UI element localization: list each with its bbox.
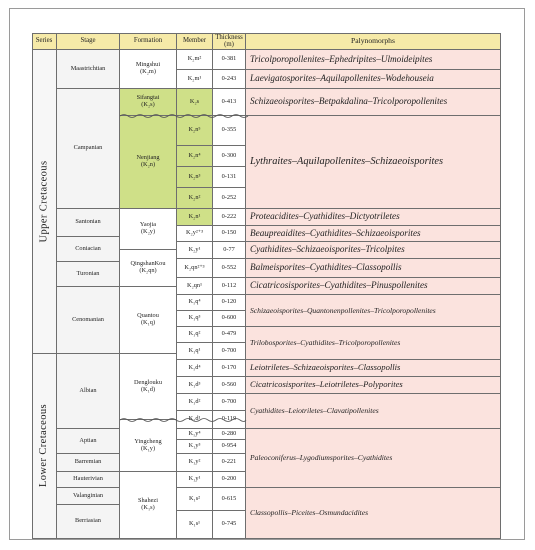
thickness-cell: 0-355 bbox=[213, 116, 246, 146]
formation-mingshui bbox=[120, 50, 177, 89]
series-upper-cretaceous bbox=[32, 50, 57, 354]
thickness-cell: 0-243 bbox=[213, 70, 246, 89]
series-lower-cretaceous bbox=[32, 354, 57, 539]
header-series: Series bbox=[32, 33, 57, 50]
palynomorph-zone: Cyathidites–Leiotriletes–Clavatipollenites bbox=[246, 394, 501, 429]
member-cell: K₂qn²⁺³ bbox=[177, 259, 213, 278]
member-cell: K₁q⁴ bbox=[177, 295, 213, 311]
member-cell: K₂n⁵ bbox=[177, 116, 213, 146]
member-cell: K₁q² bbox=[177, 327, 213, 343]
formation-name: Yaojia bbox=[139, 221, 157, 229]
thickness-cell: 0-552 bbox=[213, 259, 246, 278]
stage-cell: Maastrichtian bbox=[57, 50, 120, 89]
palynomorph-zone: Lythraites–Aquilapollenites–Schizaeoisporites bbox=[246, 116, 501, 209]
thickness-cell: 0-413 bbox=[213, 89, 246, 116]
member-cell: K₁d¹ bbox=[177, 411, 213, 429]
formation-code: (K₁q) bbox=[140, 319, 156, 326]
member-cell: K₂y²⁺³ bbox=[177, 226, 213, 242]
thickness-cell: 0-381 bbox=[213, 50, 246, 70]
thickness-cell: 0-615 bbox=[213, 488, 246, 511]
stage-cell: Cenomanian bbox=[57, 287, 120, 354]
thickness-cell: 0-280 bbox=[213, 429, 246, 440]
palynomorph-zone: Tricolporopollenites–Ephedripites–Ulmoideipites bbox=[246, 50, 501, 70]
series-upper-label: Upper Cretaceous bbox=[38, 160, 50, 243]
stratigraphic-table bbox=[32, 33, 501, 539]
thickness-cell: 0-112 bbox=[213, 278, 246, 295]
palynomorph-zone: Balmeisporites–Cyathidites–Classopollis bbox=[246, 259, 501, 278]
member-cell: K₁s¹ bbox=[177, 511, 213, 539]
formation-name: Quantou bbox=[137, 312, 159, 320]
formation-name: QingshanKou bbox=[130, 260, 166, 268]
stage-cell: Aptian bbox=[57, 429, 120, 454]
member-cell: K₁s² bbox=[177, 488, 213, 511]
stage-cell: Turonian bbox=[57, 262, 120, 287]
member-cell: K₂n³ bbox=[177, 167, 213, 188]
thickness-cell: 0-120 bbox=[213, 295, 246, 311]
thickness-cell: 0-954 bbox=[213, 440, 246, 454]
member-cell: K₁q³ bbox=[177, 311, 213, 327]
formation-nenjiang bbox=[120, 116, 177, 209]
thickness-cell: 0-560 bbox=[213, 377, 246, 394]
palynomorph-zone: Cyathidites–Schizaeoisporites–Tricolpites bbox=[246, 242, 501, 259]
header-stage: Stage bbox=[57, 33, 120, 50]
stage-cell: Hauterivian bbox=[57, 472, 120, 488]
member-cell: K₁y³ bbox=[177, 440, 213, 454]
header-formation: Formation bbox=[120, 33, 177, 50]
thickness-cell: 0-131 bbox=[213, 167, 246, 188]
header-palynomorphs: Palynomorphs bbox=[246, 33, 501, 50]
formation-code: (K₁d) bbox=[140, 385, 156, 393]
palynomorph-zone: Proteacidites–Cyathidites–Dictyotriletes bbox=[246, 209, 501, 226]
formation-name: Shahezi bbox=[138, 497, 158, 505]
stage-cell: Albian bbox=[57, 354, 120, 429]
member-cell: K₂s bbox=[177, 89, 213, 116]
member-cell: K₂qn¹ bbox=[177, 278, 213, 295]
stage-cell: Coniacian bbox=[57, 237, 120, 262]
formation-shahezi bbox=[120, 472, 177, 539]
stage-cell: Campanian bbox=[57, 89, 120, 209]
member-cell: K₁d³ bbox=[177, 377, 213, 394]
member-cell: K₂n¹ bbox=[177, 209, 213, 226]
formation-sifangtai bbox=[120, 89, 177, 116]
thickness-cell: 0-200 bbox=[213, 472, 246, 488]
thickness-cell: 0-700 bbox=[213, 343, 246, 360]
member-cell: K₁q¹ bbox=[177, 343, 213, 360]
formation-denglouku bbox=[120, 354, 177, 420]
formation-name: Nenjiang bbox=[136, 154, 160, 162]
formation-yaojia bbox=[120, 209, 177, 250]
stage-cell: Barremian bbox=[57, 454, 120, 472]
thickness-cell: 0-222 bbox=[213, 209, 246, 226]
member-cell: K₂m² bbox=[177, 50, 213, 70]
formation-qingshankou bbox=[120, 250, 177, 287]
palynomorph-zone: Leiotriletes–Schizaeoisporites–Classopollis bbox=[246, 360, 501, 377]
palynomorph-zone: Laevigatosporites–Aquilapollenites–Wodehouseia bbox=[246, 70, 501, 89]
thickness-cell: 0-150 bbox=[213, 226, 246, 242]
member-cell: K₂n⁴ bbox=[177, 146, 213, 167]
member-cell: K₂y¹ bbox=[177, 242, 213, 259]
header-thickness: Thickness (m) bbox=[213, 33, 246, 50]
thickness-cell: 0-170 bbox=[213, 360, 246, 377]
thickness-cell: 0-252 bbox=[213, 188, 246, 209]
member-cell: K₂m¹ bbox=[177, 70, 213, 89]
formation-code: (K₂y) bbox=[140, 228, 156, 235]
unconformity-line bbox=[120, 113, 501, 119]
formation-code: (K₂n) bbox=[140, 161, 156, 168]
stage-cell: Valanginian bbox=[57, 488, 120, 505]
formation-code: (K₁y) bbox=[140, 444, 156, 452]
formation-quantou bbox=[120, 287, 177, 354]
palynomorph-zone: Schizaeoisporites–Quantonenpollenites–Tricolporopollenites bbox=[246, 295, 501, 327]
formation-name: Sifangtai bbox=[136, 94, 160, 102]
palynomorph-zone: Trilobosporites–Cyathidites–Tricolporopollenites bbox=[246, 327, 501, 360]
stage-cell: Santonian bbox=[57, 209, 120, 237]
formation-name: Yingcheng bbox=[134, 437, 162, 445]
series-lower-label: Lower Cretaceous bbox=[38, 404, 50, 488]
palynomorph-zone: Cicatricosisporites–Cyathidites–Pinuspollenites bbox=[246, 278, 501, 295]
formation-name: Mingshui bbox=[135, 61, 161, 69]
member-cell: K₁y⁴ bbox=[177, 429, 213, 440]
thickness-cell: 0-119 bbox=[213, 411, 246, 429]
member-cell: K₂n² bbox=[177, 188, 213, 209]
formation-code: (K₂qn) bbox=[139, 267, 157, 274]
member-cell: K₁y¹ bbox=[177, 472, 213, 488]
palynomorph-zone: Paleoconiferus–Lygodiumsporites–Cyathidites bbox=[246, 429, 501, 488]
palynomorph-zone: Beaupreaidites–Cyathidites–Schizaeoisporites bbox=[246, 226, 501, 242]
thickness-cell: 0-300 bbox=[213, 146, 246, 167]
member-cell: K₁d² bbox=[177, 394, 213, 411]
formation-yingcheng bbox=[120, 420, 177, 472]
unconformity-line bbox=[120, 417, 246, 423]
thickness-cell: 0-700 bbox=[213, 394, 246, 411]
formation-code: (K₁s) bbox=[141, 504, 155, 511]
header-member: Member bbox=[177, 33, 213, 50]
palynomorph-zone: Cicatricosisporites–Leiotriletes–Polyporites bbox=[246, 377, 501, 394]
member-cell: K₁y² bbox=[177, 454, 213, 472]
palynomorph-zone: Schizaeoisporites–Betpakdalina–Tricolporopollenites bbox=[246, 89, 501, 116]
thickness-cell: 0-479 bbox=[213, 327, 246, 343]
stage-cell: Berriasian bbox=[57, 505, 120, 539]
thickness-cell: 0-221 bbox=[213, 454, 246, 472]
thickness-cell: 0-600 bbox=[213, 311, 246, 327]
formation-code: (K₂s) bbox=[141, 101, 155, 108]
thickness-cell: 0-745 bbox=[213, 511, 246, 539]
formation-code: (K₂m) bbox=[140, 68, 156, 75]
member-cell: K₁d⁴ bbox=[177, 360, 213, 377]
formation-name: Denglouku bbox=[134, 378, 162, 386]
palynomorph-zone: Classopollis–Piceites–Osmundacidites bbox=[246, 488, 501, 539]
thickness-cell: 0-77 bbox=[213, 242, 246, 259]
